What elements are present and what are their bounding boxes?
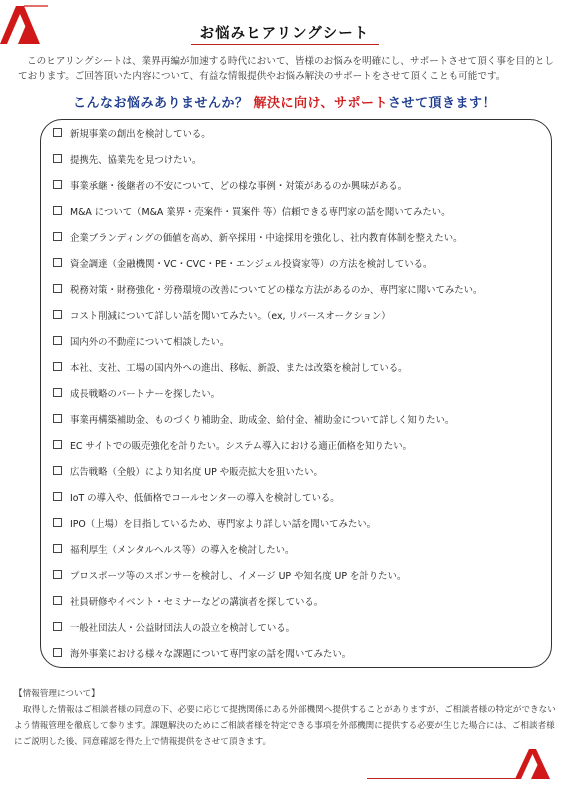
- checkbox[interactable]: [53, 414, 62, 423]
- checkbox[interactable]: [53, 648, 62, 657]
- checklist-item-label: 一般社団法人・公益財団法人の設立を検討している。: [70, 623, 296, 634]
- checklist-item-label: 本社、支社、工場の国内外への進出、移転、新設、または改築を検討している。: [70, 363, 408, 374]
- headline-support: サポート: [334, 96, 389, 111]
- checklist-item[interactable]: [53, 126, 211, 140]
- checklist-item-label: 事業再構築補助金、ものづくり補助金、助成金、給付金、補助金について詳しく知りたい。: [70, 415, 455, 426]
- privacy-section: [14, 686, 559, 750]
- checkbox[interactable]: [53, 440, 62, 449]
- checklist-item-label: 提携先、協業先を見つけたい。: [70, 155, 202, 166]
- checklist-item-label: IoT の導入や、低価格でコールセンターの導入を検討している。: [70, 493, 340, 504]
- checklist-item[interactable]: [53, 646, 351, 660]
- privacy-body: 取得した情報はご相談者様の同意の下、必要に応じて提携関係にある外部機関へ提供することがありますが、ご相談者様の特定ができないよう情報管理を徹底して参ります。課題解決のためにご相談者様を特定できる事項を外部機関に提供する必要が生じた場合には、ご相談者様にご説明した後、同意確認を得た上で情報提供をさせて頂きます。: [14, 705, 556, 747]
- intro-text: [18, 54, 558, 84]
- checklist-item[interactable]: [53, 230, 462, 244]
- checkbox[interactable]: [53, 518, 62, 527]
- checklist-item[interactable]: [53, 620, 295, 634]
- checklist-item[interactable]: [53, 308, 391, 322]
- checklist-item[interactable]: [53, 568, 406, 582]
- checkbox[interactable]: [53, 570, 62, 579]
- checkbox[interactable]: [53, 284, 62, 293]
- checkbox[interactable]: [53, 362, 62, 371]
- bottom-divider: [367, 778, 517, 779]
- checklist-item-label: 新規事業の創出を検討している。: [70, 129, 211, 140]
- checklist-item[interactable]: [53, 360, 408, 374]
- checklist-item-label: 資金調達（金融機関・VC・CVC・PE・エンジェル投資家等）の方法を検討している。: [70, 259, 433, 270]
- checkbox[interactable]: [53, 492, 62, 501]
- checklist-item-label: 海外事業における様々な課題について専門家の話を聞いてみたい。: [70, 649, 352, 660]
- checkbox[interactable]: [53, 232, 62, 241]
- checklist-item-label: M&A について（M&A 業界・売案件・買案件 等）信頼できる専門家の話を聞いてみたい。: [70, 207, 451, 218]
- intro-paragraph: このヒアリングシートは、業界再編が加速する時代において、皆様のお悩みを明確にし、サポートさせて頂く事を目的としております。ご回答頂いた内容について、有益な情報提供やお悩み解決のサポートをさせて頂くことも可能です。: [18, 56, 554, 82]
- checklist-item-label: 企業ブランディングの価値を高め、新卒採用・中途採用を強化し、社内教育体制を整えたい。: [70, 233, 463, 244]
- checklist-item[interactable]: [53, 386, 220, 400]
- checkbox[interactable]: [53, 336, 62, 345]
- checklist-item[interactable]: [53, 594, 323, 608]
- checklist-item-label: 税務対策・財務強化・労務環境の改善についてどの様な方法があるのか、専門家に聞いてみたい。: [70, 285, 483, 296]
- checklist-item-label: 国内外の不動産について相談したい。: [70, 337, 230, 348]
- checklist-item[interactable]: [53, 334, 229, 348]
- checklist-item-label: 社員研修やイベント・セミナーなどの講演者を探している。: [70, 597, 324, 608]
- checkbox[interactable]: [53, 128, 62, 137]
- checklist-item-label: コスト削減について詳しい話を聞いてみたい。（ex, リバースオークション）: [70, 311, 391, 322]
- checkbox[interactable]: [53, 154, 62, 163]
- checklist-item-label: EC サイトでの販売強化を計りたい。システム導入における適正価格を知りたい。: [70, 441, 412, 452]
- checklist-item-label: 成長戦略のパートナーを探したい。: [70, 389, 221, 400]
- checkbox[interactable]: [53, 622, 62, 631]
- checkbox[interactable]: [53, 180, 62, 189]
- checklist-item-label: 福利厚生（メンタルヘルス等）の導入を検討したい。: [70, 545, 295, 556]
- checkbox[interactable]: [53, 596, 62, 605]
- checklist-item[interactable]: [53, 152, 201, 166]
- checklist-item-label: IPO（上場）を目指しているため、専門家より詳しい話を聞いてみたい。: [70, 519, 377, 530]
- checklist-item-label: 事業承継・後継者の不安について、どの様な事例・対策があるのか興味がある。: [70, 181, 408, 192]
- checkbox[interactable]: [53, 466, 62, 475]
- checklist-item[interactable]: [53, 178, 407, 192]
- checklist-item[interactable]: [53, 282, 482, 296]
- checkbox[interactable]: [53, 258, 62, 267]
- checkbox[interactable]: [53, 388, 62, 397]
- headline-solution: 解決に向け、: [253, 96, 334, 111]
- checklist-item-label: 広告戦略（全般）により知名度 UP や販売拡大を狙いたい。: [70, 467, 323, 478]
- headline-question: こんなお悩みありませんか？: [72, 96, 249, 111]
- checklist-item[interactable]: [53, 438, 412, 452]
- checkbox[interactable]: [53, 206, 62, 215]
- privacy-heading: 【情報管理について】: [14, 689, 100, 699]
- headline: [0, 92, 569, 111]
- title-underline: [191, 44, 379, 45]
- checklist-item[interactable]: [53, 542, 294, 556]
- checkbox[interactable]: [53, 544, 62, 553]
- checkbox[interactable]: [53, 310, 62, 319]
- checklist-item-label: プロスポーツ等のスポンサーを検討し、イメージ UP や知名度 UP を計りたい。: [70, 571, 407, 582]
- checklist-item[interactable]: [53, 490, 340, 504]
- checklist-item[interactable]: [53, 516, 376, 530]
- checklist-item[interactable]: [53, 464, 323, 478]
- checklist-item[interactable]: [53, 204, 451, 218]
- headline-offer: させて頂きます！: [388, 96, 497, 111]
- checklist-item[interactable]: [53, 412, 454, 426]
- page-title: お悩みヒアリングシート: [199, 26, 370, 42]
- checklist-item[interactable]: [53, 256, 432, 270]
- logo-mark-bottom-right: [515, 745, 561, 779]
